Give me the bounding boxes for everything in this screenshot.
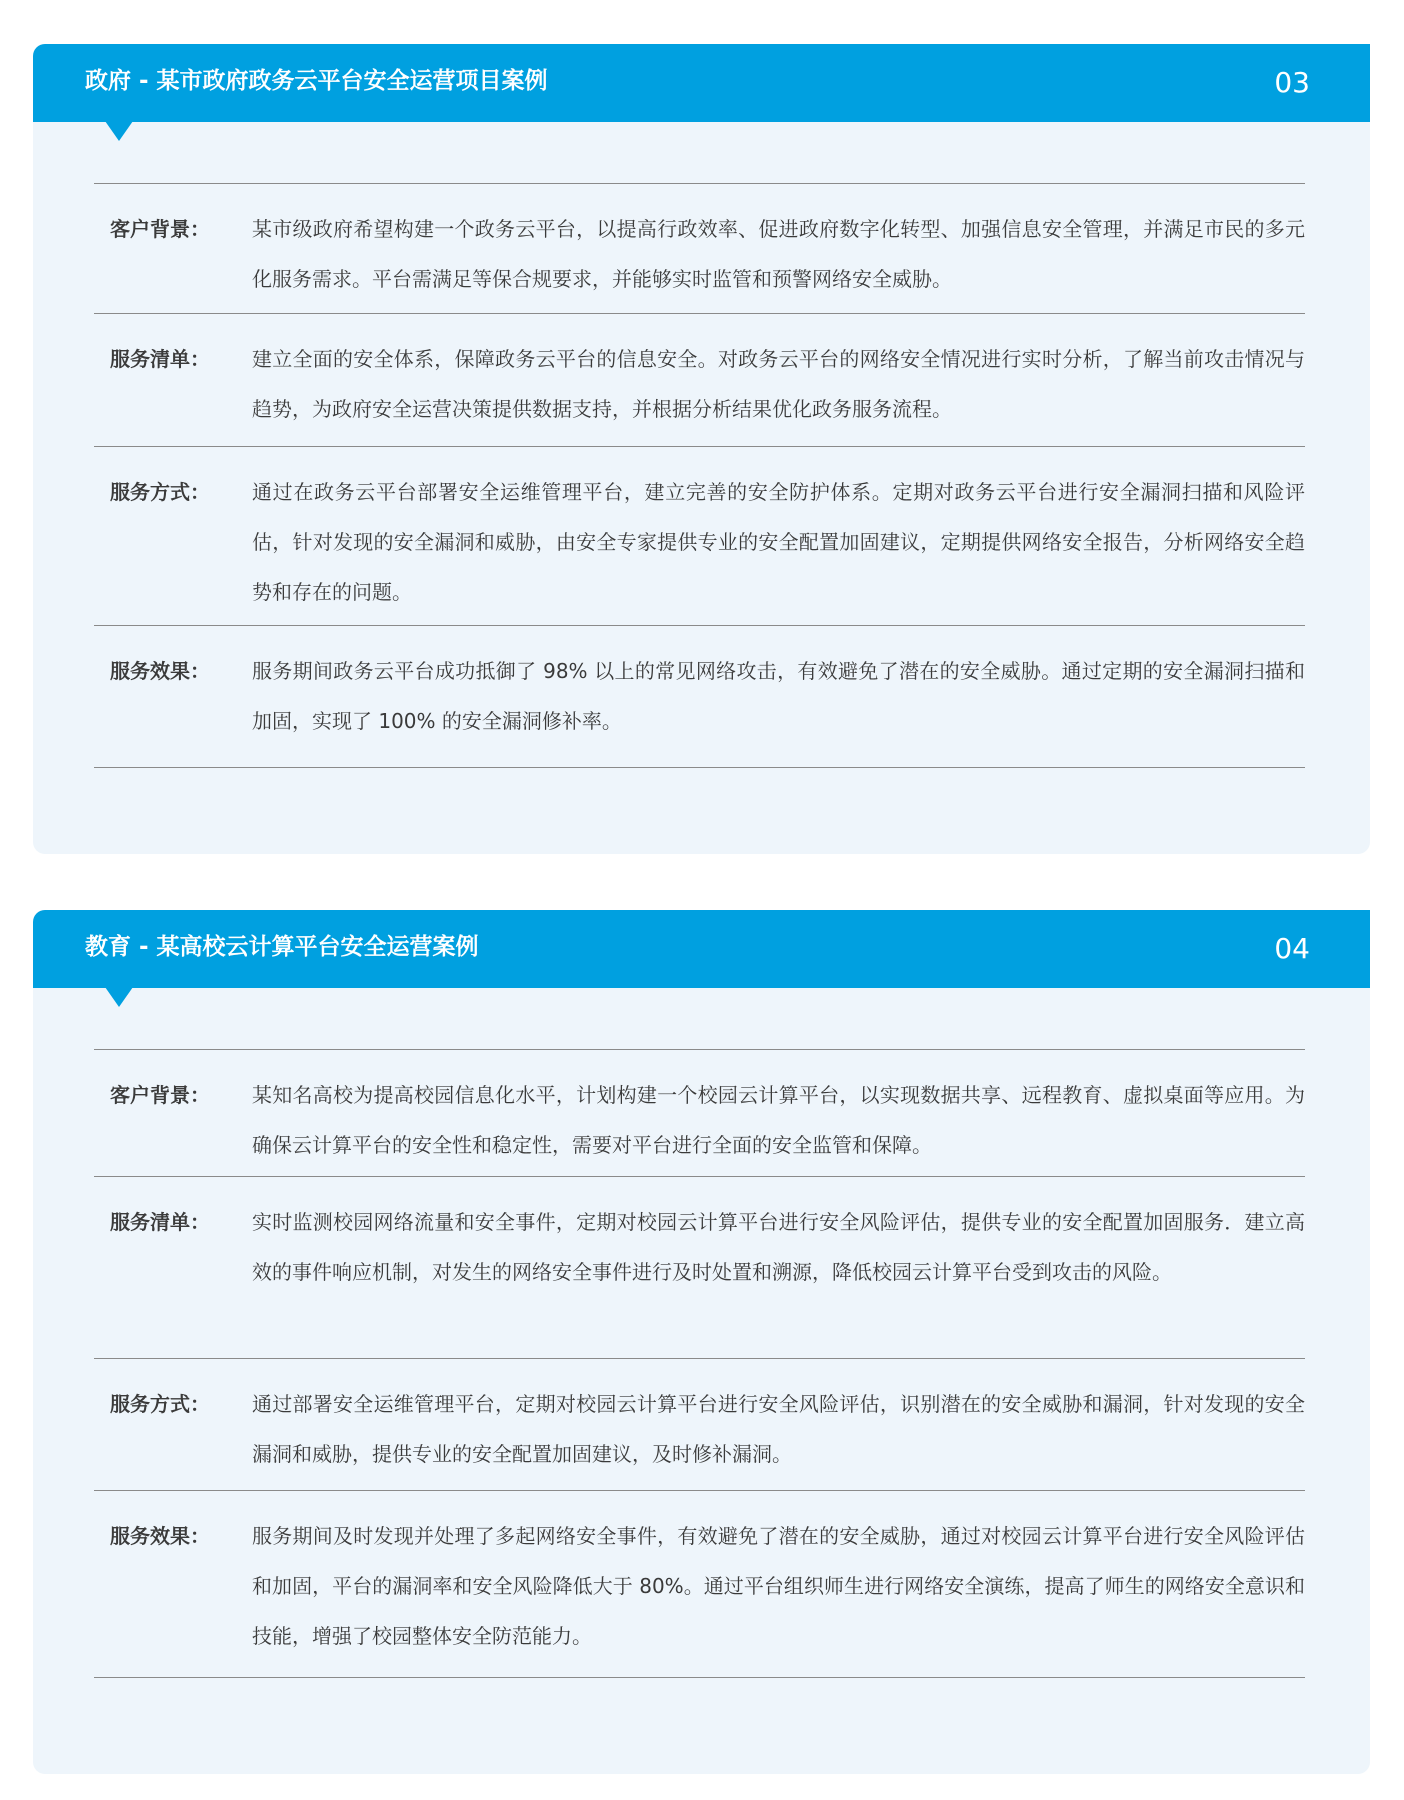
row-text: 通过在政务云平台部署安全运维管理平台，建立完善的安全防护体系。定期对政务云平台进行安全漏洞扫描和风险评估，针对发现的安全漏洞和威胁，由安全专家提供专业的安全配置加固建议，定期提供网络安全报告，分析网络安全趋势和存在的问题。 — [252, 480, 1305, 604]
row-text: 实时监测校园网络流量和安全事件，定期对校园云计算平台进行安全风险评估，提供专业的安全配置加固服务．建立高效的事件响应机制，对发生的网络安全事件进行及时处置和溯源，降低校园云计算平台受到攻击的风险。 — [252, 1210, 1305, 1284]
detail-row-service-list — [94, 314, 1305, 447]
row-text: 通过部署安全运维管理平台，定期对校园云计算平台进行安全风险评估，识别潜在的安全威胁和漏洞，针对发现的安全漏洞和威胁，提供专业的安全配置加固建议，及时修补漏洞。 — [252, 1392, 1305, 1466]
detail-row-background — [94, 184, 1305, 314]
detail-row-service-list — [94, 1177, 1305, 1359]
detail-row-service-effect — [94, 626, 1305, 768]
row-label: 服务清单： — [110, 347, 210, 371]
row-text: 服务期间政务云平台成功抵御了 98% 以上的常见网络攻击，有效避免了潜在的安全威胁。通过定期的安全漏洞扫描和加固，实现了 100% 的安全漏洞修补率。 — [252, 659, 1305, 733]
row-text: 某知名高校为提高校园信息化水平，计划构建一个校园云计算平台，以实现数据共享、远程教育、虚拟桌面等应用。为确保云计算平台的安全性和稳定性，需要对平台进行全面的安全监管和保障。 — [252, 1083, 1305, 1157]
row-label: 服务效果： — [110, 1524, 210, 1548]
row-text: 建立全面的安全体系，保障政务云平台的信息安全。对政务云平台的网络安全情况进行实时分析，了解当前攻击情况与趋势，为政府安全运营决策提供数据支持，并根据分析结果优化政务服务流程。 — [252, 347, 1305, 421]
detail-row-service-method — [94, 1359, 1305, 1491]
case-card-government — [33, 44, 1370, 854]
case-card-education — [33, 910, 1370, 1774]
row-label: 服务方式： — [110, 480, 210, 504]
case-number: 04 — [1274, 932, 1310, 965]
header-pointer — [105, 987, 133, 1007]
case-header — [33, 44, 1370, 122]
row-label: 服务效果： — [110, 659, 210, 683]
row-text: 服务期间及时发现并处理了多起网络安全事件，有效避免了潜在的安全威胁，通过对校园云计算平台进行安全风险评估和加固，平台的漏洞率和安全风险降低大于 80%。通过平台组织师生进行网络安全演练，提高了师生的网络安全意识和技能，增强了校园整体安全防范能力。 — [252, 1524, 1305, 1648]
row-label: 客户背景： — [110, 1083, 210, 1107]
row-label: 服务清单： — [110, 1210, 210, 1234]
detail-row-service-method — [94, 447, 1305, 626]
case-title: 教育 - 某高校云计算平台安全运营案例 — [85, 934, 479, 960]
case-number: 03 — [1274, 66, 1310, 99]
case-details — [94, 1049, 1305, 1678]
case-title: 政府 - 某市政府政务云平台安全运营项目案例 — [85, 68, 548, 94]
header-pointer — [105, 121, 133, 141]
case-header — [33, 910, 1370, 988]
row-label: 客户背景： — [110, 217, 210, 241]
detail-row-background — [94, 1050, 1305, 1177]
detail-row-service-effect — [94, 1491, 1305, 1678]
row-label: 服务方式： — [110, 1392, 210, 1416]
case-details — [94, 183, 1305, 768]
row-text: 某市级政府希望构建一个政务云平台，以提高行政效率、促进政府数字化转型、加强信息安全管理，并满足市民的多元化服务需求。平台需满足等保合规要求，并能够实时监管和预警网络安全威胁。 — [252, 217, 1305, 291]
